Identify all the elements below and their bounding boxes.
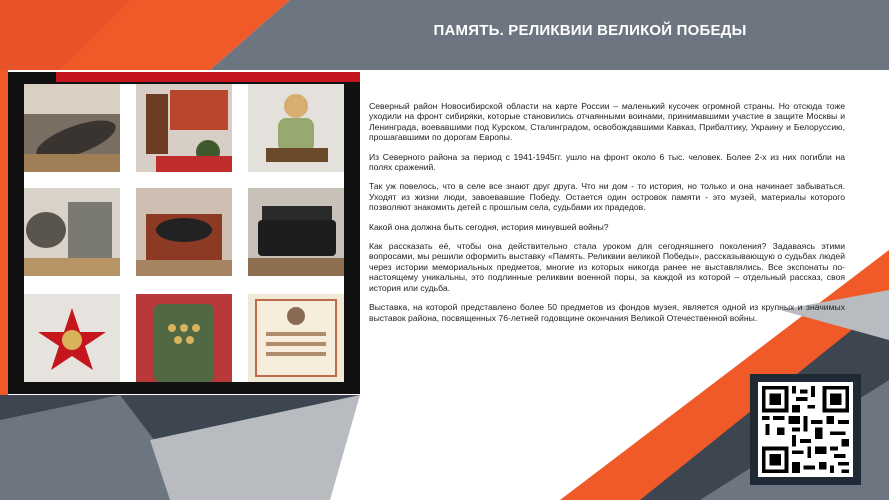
paragraph-5: Как рассказать её, чтобы она действительно стала уроком для сегодняшнего поколения? Задаваясь этими вопросами, мы решили оформить выставку «Память. Реликвии великой Победы», рассказывающую о судьбах людей через истории мемориальных предметов, многие из которых никогда ранее не выставлялись. Все экспонаты по-настоящему уникальны, это подлинные реликвии военной поры, за каждой из которой – отдельный рассказ, своя история или судьба.	[369, 241, 845, 293]
paragraph-3: Так уж повелось, что в селе все знают друг друга. Что ни дом - то история, но только и она начинает забываться. Уходят из жизни люди, завоевавшие Победу. Остается один островок памяти - это музей, материалы которого позволяют знакомить детей с прошлым села, судьбами их прадедов.	[369, 181, 845, 213]
helmet-photo	[24, 188, 120, 276]
soldier-statue-photo	[248, 84, 344, 172]
certificate-photo	[248, 294, 344, 382]
paragraph-6: Выставка, на которой представлено более 50 предметов из фондов музея, является одной из крупных и значимых выставок района, посвященных 76-летней годовщине окончания Великой Отечественной войны.	[369, 302, 845, 323]
typewriter-photo	[248, 188, 344, 276]
body-text	[369, 101, 845, 332]
uniform-medals-photo	[136, 294, 232, 382]
slide-title: ПАМЯТЬ. РЕЛИКВИИ ВЕЛИКОЙ ПОБЕДЫ	[433, 22, 747, 39]
order-medal-photo	[24, 294, 120, 382]
gramophone-photo	[136, 188, 232, 276]
photo-collage-frame	[8, 72, 360, 394]
qr-code-frame	[750, 374, 861, 485]
paragraph-2: Из Северного района за период с 1941-1945гг. ушло на фронт около 6 тыс. человек. Более 2-х из них погибли на полях сражений.	[369, 151, 845, 173]
paragraph-1: Северный район Новосибирской области на карте России – маленький кусочек огромной страны. Но отсюда тоже уходили на фронт сибиряки, которые становились отчаянными воинами, принимавшими участие в защите Москвы и Ленинграда, воевавшими под Курском, Сталинградом, освобождавшими Кавказ, Прибалтику, Украину и Белоруссию, прошагавшими по дорогам Европы.	[369, 101, 845, 143]
qr-code-icon[interactable]	[758, 382, 853, 477]
bomb-photo	[24, 84, 120, 172]
paragraph-4: Какой она должна быть сегодня, история минувшей войны?	[369, 221, 609, 232]
photo-collage	[24, 84, 344, 382]
stalingrad-poster-photo	[136, 84, 232, 172]
